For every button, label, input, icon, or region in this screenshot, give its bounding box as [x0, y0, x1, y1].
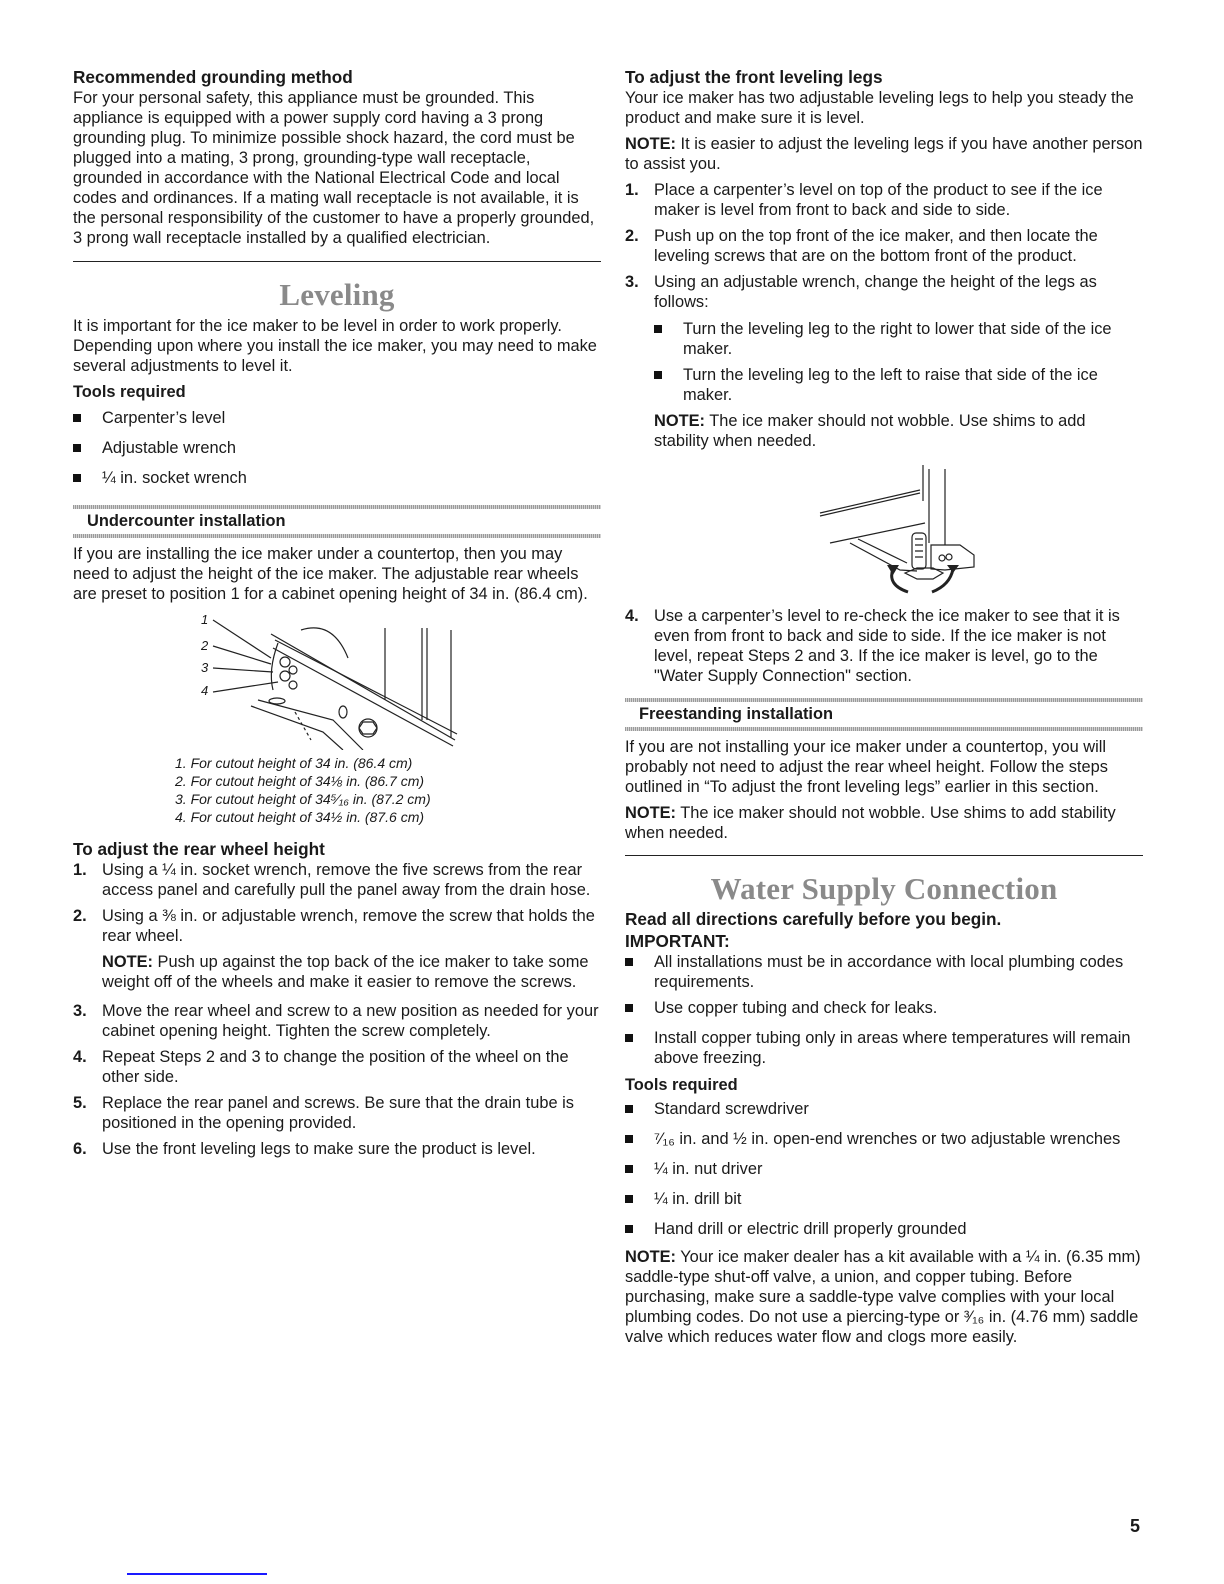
leveling-leg-figure: [625, 465, 1143, 600]
figure-label-2: 2: [201, 638, 209, 653]
rear-wheel-heading: To adjust the rear wheel height: [73, 839, 325, 859]
figure-label-1: 1: [201, 612, 209, 627]
bullet-icon: [625, 958, 633, 966]
step-item: 1. Using a ¼ in. socket wrench, remove the five screws from the rear access panel and carefully pull the panel away from the drain hose.: [73, 861, 591, 899]
caption-1: 1. For cutout height of 34 in. (86.4 cm): [175, 755, 413, 771]
freestanding-heading: Freestanding installation: [639, 705, 833, 723]
leveling-intro: It is important for the ice maker to be level in order to work properly. Depending upon where you install the ice maker, you may need to make several adjustments to level it.: [73, 317, 597, 375]
water-tools-heading: Tools required: [625, 1076, 738, 1094]
list-item: Adjustable wrench: [73, 438, 601, 458]
list-item: All installations must be in accordance with local plumbing codes requirements.: [625, 952, 1143, 992]
list-item: Hand drill or electric drill properly grounded: [625, 1219, 1143, 1239]
section-divider: [625, 855, 1143, 856]
rear-wheel-illustration: [73, 610, 601, 750]
bullet-icon: [625, 1225, 633, 1233]
leveling-title: Leveling: [279, 277, 395, 312]
list-item: Standard screwdriver: [625, 1099, 1143, 1119]
bullet-icon: [625, 1135, 633, 1143]
tools-heading: Tools required: [73, 383, 186, 401]
grounding-body: For your personal safety, this appliance must be grounded. This appliance is equipped with a power supply cord having a 3 prong grounding plug. To minimize possible shock hazard, the cord must be plugged into a mating, 3 prong, grounding-type wall receptacle, grounded in accordance with the National Electrical Code and local codes and ordinances. If a mating wall receptacle is not available, it is the personal responsibility of the customer to have a properly grounded, 3 prong wall receptacle installed by a qualified electrician.: [73, 89, 595, 247]
list-item: ¼ in. drill bit: [625, 1189, 1143, 1209]
wobble-note: NOTE: The ice maker should not wobble. Use shims to add stability when needed.: [654, 412, 1086, 450]
water-tools-list: [625, 1099, 1143, 1239]
caption-3: 3. For cutout height of 34⁵⁄₁₆ in. (87.2 cm): [175, 791, 431, 807]
step-item: 6. Use the front leveling legs to make sure the product is level.: [73, 1140, 536, 1158]
figure-label-4: 4: [201, 683, 209, 698]
bullet-icon: [625, 1004, 633, 1012]
caption-2: 2. For cutout height of 34⅛ in. (86.7 cm): [175, 773, 425, 789]
step-item: 5. Replace the rear panel and screws. Be sure that the drain tube is positioned in the opening provided.: [73, 1094, 574, 1132]
rear-wheel-note: NOTE: Push up against the top back of the ice maker to take some weight off of the wheels and make it easier to remove the screws.: [102, 953, 589, 991]
front-legs-steps: [625, 180, 1143, 451]
step-item: 2. Using a ⅜ in. or adjustable wrench, remove the screw that holds the rear wheel. NOTE: Push up against the top back of the ice maker to take some weight off of the wheels and make it easier to remove the screws.: [73, 906, 601, 992]
list-item: Turn the leveling leg to the right to lower that side of the ice maker.: [654, 319, 1143, 359]
water-supply-title: Water Supply Connection: [710, 871, 1058, 906]
leveling-leg-illustration: [625, 465, 1143, 600]
front-legs-steps-continued: [625, 606, 1143, 686]
front-legs-note: NOTE: It is easier to adjust the leveling legs if you have another person to assist you.: [625, 135, 1143, 173]
front-legs-intro: Your ice maker has two adjustable leveling legs to help you steady the product and make sure it is level.: [625, 89, 1134, 127]
bullet-icon: [625, 1165, 633, 1173]
list-item: Carpenter’s level: [73, 408, 601, 428]
footer-link-underline[interactable]: [127, 1573, 267, 1575]
grounding-heading: Recommended grounding method: [73, 67, 353, 87]
bullet-icon: [625, 1034, 633, 1042]
list-item: Turn the leveling leg to the left to raise that side of the ice maker.: [654, 365, 1143, 405]
list-item: Install copper tubing only in areas where temperatures will remain above freezing.: [625, 1028, 1143, 1068]
step-item: 2. Push up on the top front of the ice maker, and then locate the leveling screws that are on the bottom front of the product.: [625, 227, 1098, 265]
list-item: ⁷⁄₁₆ in. and ½ in. open-end wrenches or two adjustable wrenches: [625, 1129, 1143, 1149]
rear-wheel-figure: [73, 610, 601, 750]
saddle-valve-note: NOTE: Your ice maker dealer has a kit available with a ¼ in. (6.35 mm) saddle-type shut-off valve, a union, and copper tubing. Before purchasing, make sure a saddle-type valve complies with your local plumbing codes. Do not use a piercing-type or ³⁄₁₆ in. (4.76 mm) saddle valve which reduces water flow and clogs more easily.: [625, 1248, 1141, 1346]
bullet-icon: [625, 1195, 633, 1203]
list-item: ¼ in. socket wrench: [73, 468, 601, 488]
front-legs-heading: To adjust the front leveling legs: [625, 67, 883, 87]
list-item: Use copper tubing and check for leaks.: [625, 998, 1143, 1018]
step-item: 3. Move the rear wheel and screw to a new position as needed for your cabinet opening height. Tighten the screw completely.: [73, 1002, 599, 1040]
page-number: 5: [1130, 1516, 1141, 1536]
undercounter-heading: Undercounter installation: [87, 512, 286, 530]
figure-captions: [73, 754, 601, 826]
bullet-icon: [625, 1105, 633, 1113]
freestanding-bar: [625, 698, 1143, 731]
step-item: 1. Place a carpenter’s level on top of the product to see if the ice maker is level from front to back and side to side.: [625, 181, 1103, 219]
important-list: [625, 952, 1143, 1068]
freestanding-note: NOTE: The ice maker should not wobble. Use shims to add stability when needed.: [625, 804, 1116, 842]
rear-wheel-steps: [73, 860, 601, 1159]
left-column: [73, 66, 601, 1159]
section-divider: [73, 261, 601, 262]
list-item: ¼ in. nut driver: [625, 1159, 1143, 1179]
figure-label-3: 3: [201, 660, 209, 675]
important-heading: IMPORTANT:: [625, 931, 730, 951]
bullet-icon: [73, 474, 81, 482]
undercounter-bar: [73, 505, 601, 538]
bullet-icon: [73, 444, 81, 452]
right-column: [625, 66, 1143, 1347]
bullet-icon: [73, 414, 81, 422]
step-item: 4. Repeat Steps 2 and 3 to change the position of the wheel on the other side.: [73, 1048, 569, 1086]
bullet-icon: [654, 371, 662, 379]
leg-direction-list: [654, 319, 1143, 405]
bullet-icon: [654, 325, 662, 333]
undercounter-body: If you are installing the ice maker under a countertop, then you may need to adjust the height of the ice maker. The adjustable rear wheels are preset to position 1 for a cabinet opening height of 34 in. (86.4 cm).: [73, 545, 588, 603]
tools-list: [73, 408, 601, 488]
caption-4: 4. For cutout height of 34½ in. (87.6 cm): [175, 809, 425, 825]
rotate-left-arrow-icon: [887, 565, 899, 575]
freestanding-body: If you are not installing your ice maker under a countertop, you will probably not need to adjust the rear wheel height. Follow the steps outlined in “To adjust the front leveling legs” earlier in this section.: [625, 738, 1108, 796]
step-item: 3. Using an adjustable wrench, change the height of the legs as follows: Turn the leveling leg to the right to lower that side of the ice maker. Turn the leveling leg to the left to raise that side of the ice maker. NOTE: The ice maker should not wobble. Use shims to add stability when needed.: [625, 272, 1143, 451]
step-item: 4. Use a carpenter’s level to re-check the ice maker to see that it is even from front to back and side to side. If the ice maker is not level, repeat Steps 2 and 3. If the ice maker is level, go to the "Water Supply Connection" section.: [625, 607, 1120, 685]
read-all-heading: Read all directions carefully before you begin.: [625, 909, 1002, 929]
